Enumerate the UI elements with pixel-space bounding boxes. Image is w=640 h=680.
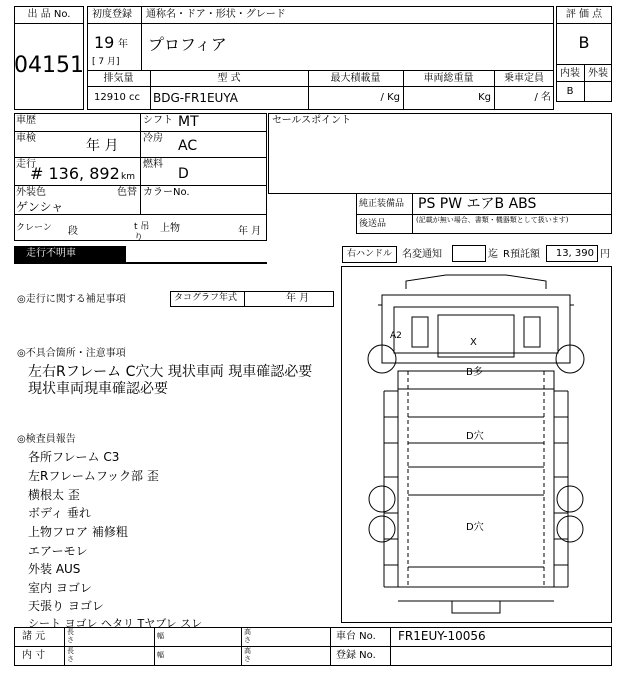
inspector-line: 天張り ヨゴレ [28, 599, 104, 613]
upper-label: 上物 [160, 223, 180, 234]
interior-label: 内装 [560, 68, 580, 79]
truck-outline [342, 267, 611, 622]
history-label: 車歴 [16, 115, 36, 126]
shift: MT [178, 114, 199, 130]
reg-no-label: 登録 No. [336, 650, 376, 661]
gross-weight: Kg [478, 92, 491, 103]
height-label: 高さ [244, 628, 251, 644]
upper-date: 年 月 [238, 226, 262, 237]
damage-mark: X [470, 337, 477, 348]
mileage-supplement-title: ◎走行に関する補足事項 [17, 294, 126, 305]
crane-label: クレーン [16, 223, 52, 233]
inspector-line: 各所フレーム C3 [28, 450, 120, 464]
defect-line: 左右Rフレーム C穴大 現状車両 現車確認必要 [28, 364, 313, 380]
tachograph-label: タコグラフ年式 [174, 293, 238, 303]
crane-steps: 段 [68, 226, 78, 237]
right-hand-label: 右ハンドル [342, 246, 397, 263]
displacement: 12910 cc [94, 92, 140, 103]
lot-no-label: 出 品 No. [27, 9, 71, 20]
width-label: 幅 [157, 651, 164, 659]
ac: AC [178, 138, 198, 154]
max-load-label: 最大積載量 [330, 73, 381, 84]
mileage-unit: km [121, 172, 135, 182]
truck-diagram [341, 266, 612, 623]
damage-mark: D穴 [466, 522, 484, 533]
inspector-line: 外装 AUS [28, 562, 81, 576]
color-code-label: カラーNo. [143, 187, 190, 198]
sales-label: セールスポイント [272, 115, 352, 126]
damage-mark: D穴 [466, 431, 484, 442]
fuel-label: 燃料 [143, 159, 163, 170]
defect-line: 現状車両現車確認必要 [28, 381, 168, 397]
grade-label: 評 価 点 [565, 9, 603, 20]
interior-score: B [566, 86, 574, 97]
length-label: 長さ [67, 628, 74, 644]
inspector-line: 横根太 歪 [28, 488, 80, 502]
model: BDG-FR1EUYA [153, 91, 238, 105]
capacity-label: 乗車定員 [504, 73, 544, 84]
defects-title: ◎不具合箇所・注意事項 [17, 348, 126, 359]
crane-tons: t 吊り [134, 222, 150, 243]
recycle-amount: 13, 390 [546, 245, 598, 262]
fuel: D [178, 166, 189, 182]
recycle-label: R預託額 [503, 249, 540, 260]
name-change-box [452, 245, 486, 262]
deadline-label: 迄 [488, 249, 498, 260]
aftermarket-label: 後送品 [359, 219, 387, 229]
chassis-label: 車台 No. [336, 631, 376, 642]
equipment-label: 純正装備品 [359, 199, 405, 209]
inspector-line: エアーモレ [28, 544, 88, 558]
inspector-title: ◎検査員報告 [17, 434, 76, 445]
inspector-line: 左Rフレームフック部 歪 [28, 469, 159, 483]
inspection-label: 車検 [16, 133, 36, 144]
gross-weight-label: 車両総重量 [423, 73, 474, 84]
length-label: 長さ [67, 647, 74, 663]
name-label: 通称名・ドア・形状・グレード [146, 9, 286, 20]
ac-label: 冷房 [143, 133, 163, 144]
exterior-label: 外装 [588, 68, 608, 79]
shift-label: シフト [143, 115, 173, 126]
mileage-label: 走行 [16, 159, 36, 170]
model-label: 型 式 [217, 73, 241, 84]
car-name: プロフィア [148, 35, 227, 54]
color: ゲンシャ [16, 200, 64, 214]
max-load: / Kg [380, 92, 400, 103]
score: B [578, 33, 590, 52]
specs-label: 諸 元 [22, 631, 46, 642]
name-change-label: 名変通知 [402, 249, 442, 260]
reg-year-unit: 年 [118, 39, 128, 50]
damage-mark: A2 [390, 331, 402, 341]
aftermarket-note: (記載が無い場合、書類・機器類として扱います) [416, 216, 569, 224]
reg-year: 19 [94, 33, 115, 52]
width-label: 幅 [157, 632, 164, 640]
tachograph-value: 年 月 [286, 293, 310, 304]
equipment: PS PW エアB ABS [418, 196, 537, 212]
inspector-line: ボディ 垂れ [28, 506, 91, 520]
lot-no: 04151 [14, 53, 84, 78]
mileage: # 136, 892 [30, 164, 120, 183]
inspector-line: シート ヨゴレ ヘタリ Tヤブレ スレ [28, 617, 203, 630]
color-label: 外装色 [16, 187, 46, 198]
displacement-label: 排気量 [103, 73, 134, 84]
color-no-label: 色替 [117, 187, 137, 198]
height-label: 高さ [244, 647, 251, 663]
chassis-no: FR1EUY-10056 [398, 629, 486, 643]
inspector-line: 上物フロア 補修粗 [28, 525, 128, 539]
yen-label: 円 [600, 249, 610, 260]
reg-month: [ 7 月] [92, 57, 120, 67]
inspector-line: 室内 ヨゴレ [28, 581, 92, 595]
capacity: / 名 [534, 92, 551, 103]
dims-label: 内 寸 [22, 650, 46, 661]
damage-mark: B多 [466, 367, 483, 378]
unknown-mileage-badge: 走行不明車 [14, 246, 126, 262]
inspection-value: 年 月 [86, 138, 119, 154]
first-reg-label: 初度登録 [92, 9, 132, 20]
